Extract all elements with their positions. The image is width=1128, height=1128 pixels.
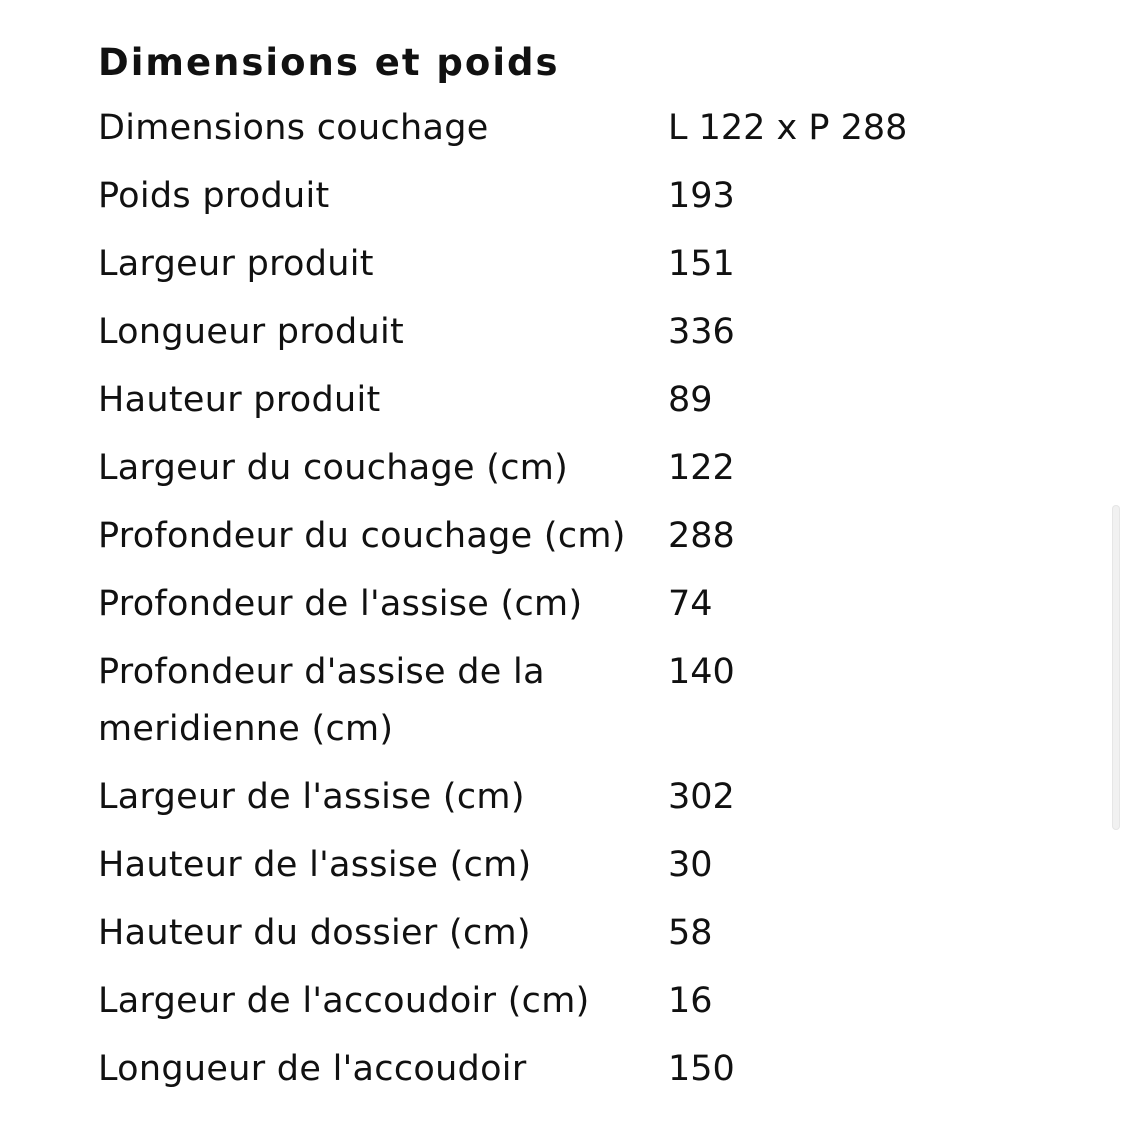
spec-row-hauteur-assise [98, 837, 968, 905]
spec-label: Profondeur du couchage (cm) [98, 516, 626, 556]
spec-row-longueur-accoudoir [98, 1041, 968, 1109]
vertical-scrollbar[interactable] [1112, 505, 1120, 830]
spec-value: 302 [668, 776, 735, 817]
spec-value: 193 [668, 176, 735, 216]
spec-row-poids-produit [98, 168, 968, 236]
spec-label: Profondeur de l'assise (cm) [98, 584, 583, 624]
spec-label: Dimensions couchage [98, 108, 489, 148]
spec-value: 151 [668, 244, 735, 284]
spec-value: 140 [668, 652, 735, 692]
spec-row-profondeur-assise-meridienne [98, 644, 968, 769]
spec-row-profondeur-assise [98, 576, 968, 644]
spec-row-largeur-accoudoir [98, 973, 968, 1041]
spec-label: Largeur produit [98, 244, 374, 284]
spec-row-longueur-produit [98, 304, 968, 372]
spec-label: Largeur de l'assise (cm) [98, 776, 525, 817]
spec-row-largeur-produit [98, 236, 968, 304]
spec-label: Longueur de l'accoudoir [98, 1048, 527, 1089]
spec-label: Poids produit [98, 176, 330, 216]
spec-label: Largeur de l'accoudoir (cm) [98, 980, 590, 1021]
spec-value: 122 [668, 448, 735, 488]
spec-row-largeur-couchage [98, 440, 968, 508]
spec-value: 16 [668, 980, 713, 1021]
spec-value: 58 [668, 912, 713, 953]
spec-label: Largeur du couchage (cm) [98, 448, 569, 488]
spec-value: 89 [668, 380, 713, 420]
spec-row-dimensions-couchage [98, 100, 968, 168]
spec-value: 150 [668, 1048, 735, 1089]
spec-row-profondeur-couchage [98, 508, 968, 576]
specs-table [98, 100, 968, 1109]
spec-value: 336 [668, 312, 735, 352]
spec-label: Profondeur d'assise de la meridienne (cm) [98, 652, 545, 749]
spec-label: Longueur produit [98, 312, 405, 352]
spec-value: 74 [668, 584, 713, 624]
spec-value: 30 [668, 844, 713, 885]
section-title: Dimensions et poids [98, 41, 560, 84]
spec-value: L 122 x P 288 [668, 108, 908, 148]
spec-label: Hauteur produit [98, 380, 381, 420]
spec-row-largeur-assise [98, 769, 968, 837]
spec-value: 288 [668, 516, 735, 556]
spec-label: Hauteur de l'assise (cm) [98, 844, 532, 885]
spec-row-hauteur-produit [98, 372, 968, 440]
spec-label: Hauteur du dossier (cm) [98, 912, 531, 953]
dimensions-section [98, 38, 998, 1109]
spec-row-hauteur-dossier [98, 905, 968, 973]
